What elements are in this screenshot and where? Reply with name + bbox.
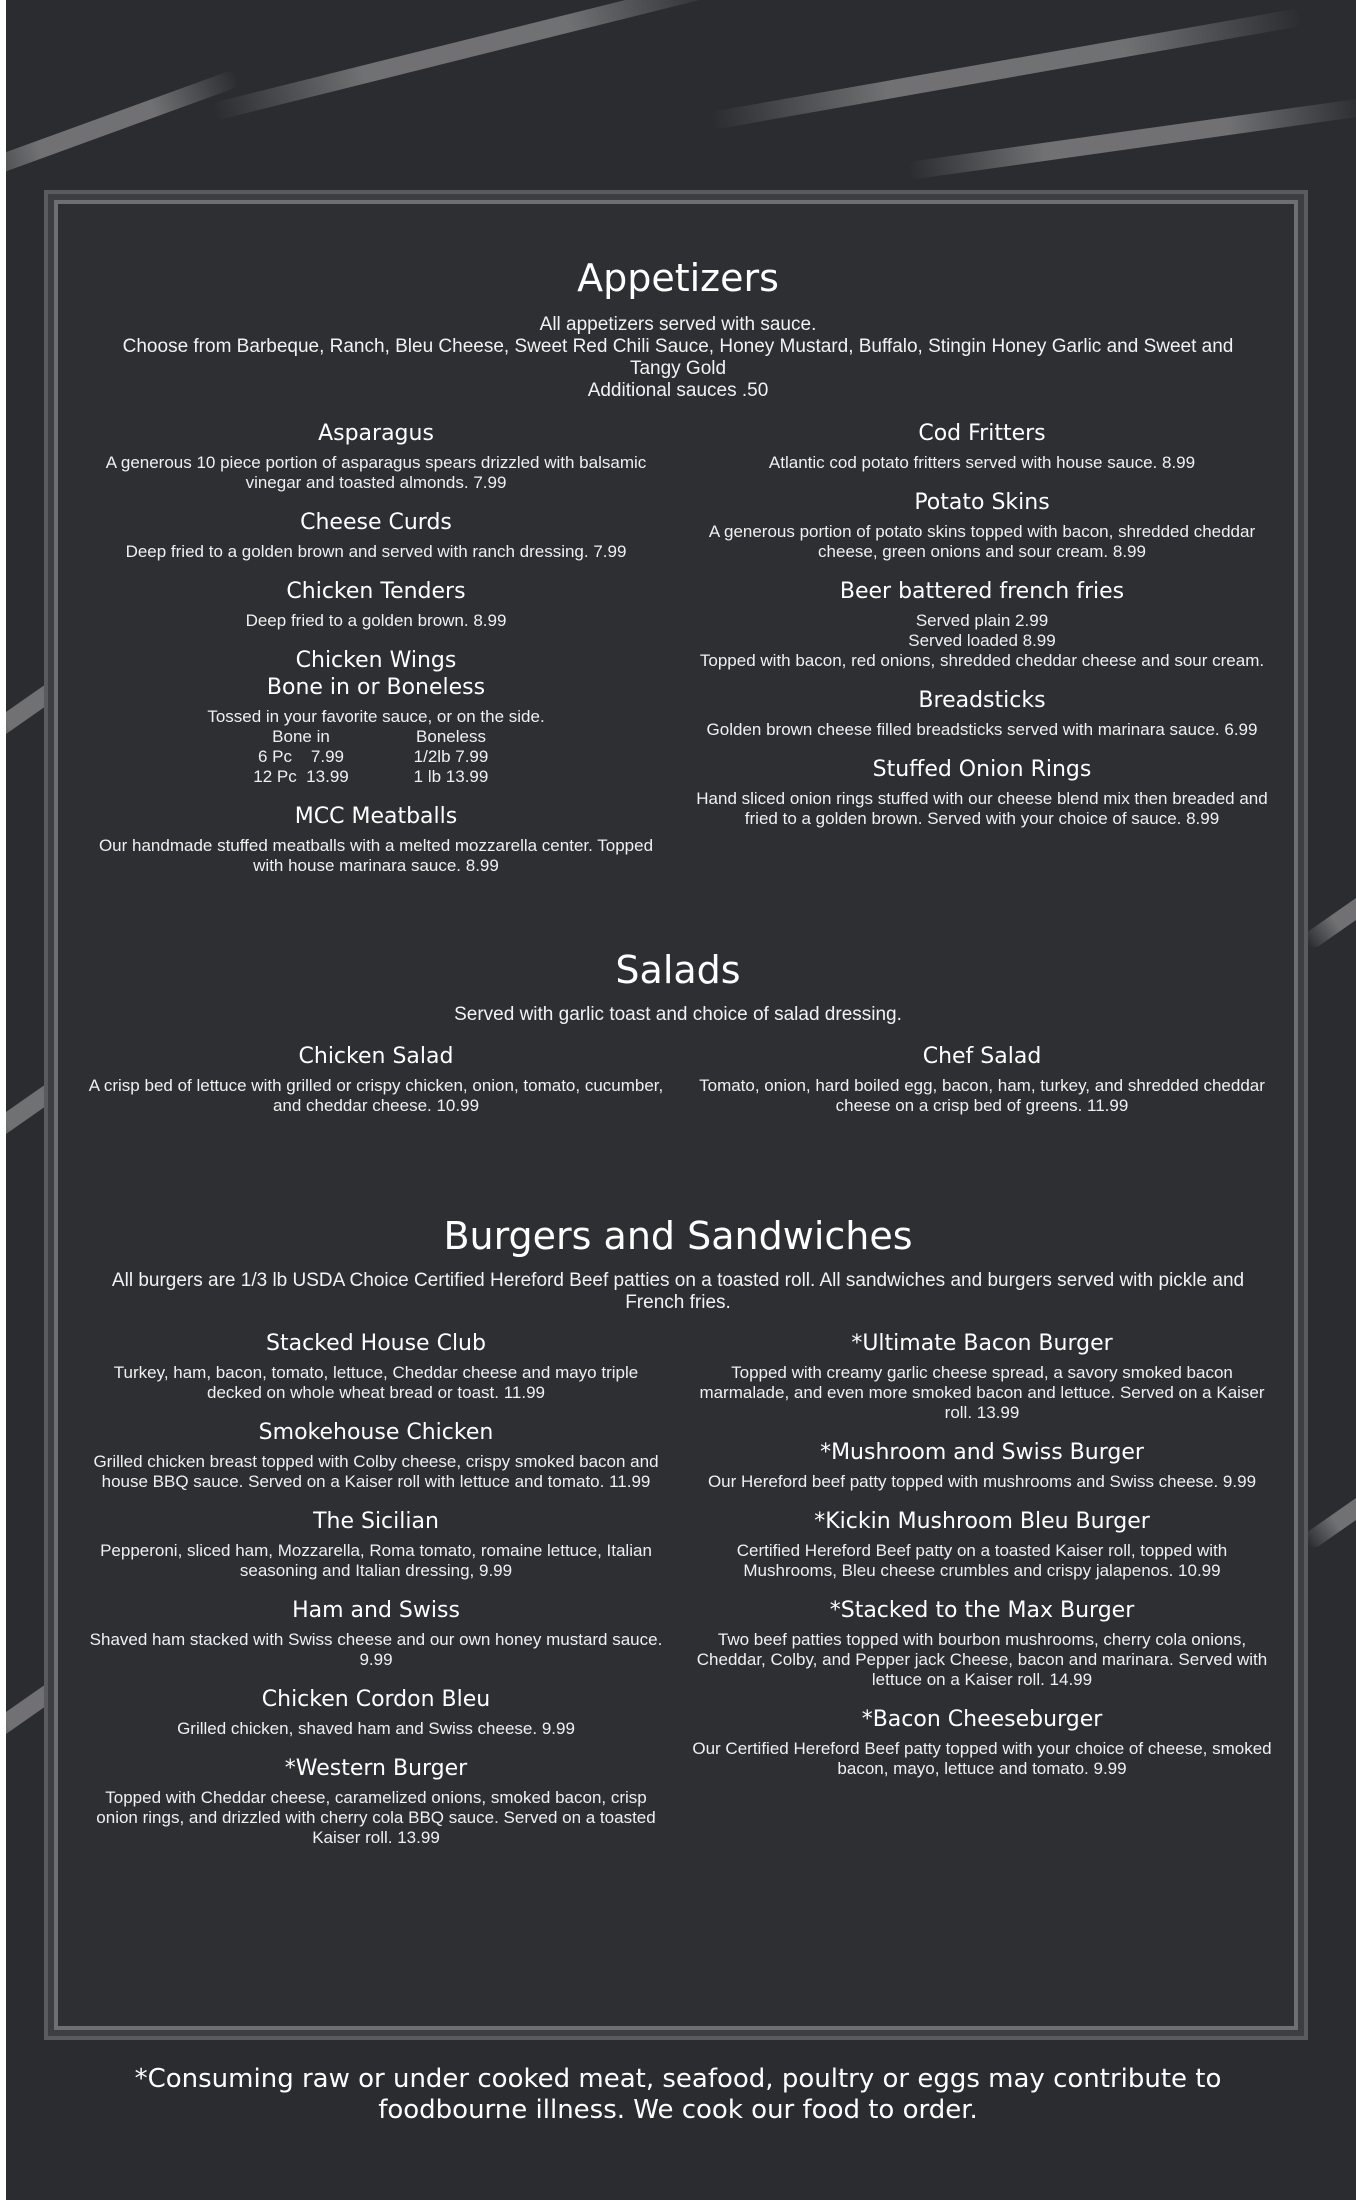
item-name: Potato Skins xyxy=(914,490,1050,515)
item-description: Topped with creamy garlic cheese spread, a savory smoked bacon marmalade, and even more smoked bacon and lettuce. Served on a Kaiser roll. 13.99 xyxy=(699,1363,1265,1422)
burgers-intro: All burgers are 1/3 lb USDA Choice Certified Hereford Beef patties on a toasted roll. All sandwiches and burgers served with pickle and French fries. xyxy=(111,1270,1245,1313)
chalk-streak-decoration xyxy=(212,0,721,121)
item-name: Smokehouse Chicken xyxy=(258,1420,494,1445)
item-name: Ham and Swiss xyxy=(292,1598,460,1623)
appetizers-intro xyxy=(110,314,1246,402)
item-name: *Ultimate Bacon Burger xyxy=(851,1331,1113,1356)
item-description: Hand sliced onion rings stuffed with our cheese blend mix then breaded and fried to a golden brown. Served with your choice of sauce. 8.99 xyxy=(696,789,1268,828)
menu-item xyxy=(86,1043,666,1116)
item-description: Our Certified Hereford Beef patty topped with your choice of cheese, smoked bacon, mayo, lettuce and tomato. 9.99 xyxy=(692,1739,1272,1778)
menu-item xyxy=(86,803,666,876)
menu-item xyxy=(692,489,1272,562)
item-name: Chicken Tenders xyxy=(286,579,466,604)
item-name: Chicken Wings xyxy=(295,648,457,673)
item-description: Grilled chicken, shaved ham and Swiss cheese. 9.99 xyxy=(177,1719,575,1738)
item-name: Asparagus xyxy=(318,421,434,446)
item-name: *Western Burger xyxy=(284,1756,468,1781)
food-safety-disclaimer: *Consuming raw or under cooked meat, seafood, poultry or eggs may contribute to foodbourne illness. We cook our food to order. xyxy=(134,2064,1222,2125)
chalk-streak-decoration xyxy=(1302,867,1356,951)
item-description: Turkey, ham, bacon, tomato, lettuce, Cheddar cheese and mayo triple decked on whole wheat bread or toast. 11.99 xyxy=(113,1363,639,1402)
item-description: Our Hereford beef patty topped with mushrooms and Swiss cheese. 9.99 xyxy=(707,1472,1257,1491)
chalk-streak-decoration xyxy=(709,8,1303,130)
item-name: Cheese Curds xyxy=(300,510,452,535)
menu-item-chicken-wings xyxy=(86,647,666,787)
menu-item xyxy=(86,1508,666,1581)
item-description: Grilled chicken breast topped with Colby cheese, crispy smoked bacon and house BBQ sauce. Served on a Kaiser roll with lettuce and tomato. 11.99 xyxy=(93,1452,659,1491)
wing-price: 12 Pc 13.99 xyxy=(253,767,349,786)
menu-item xyxy=(692,1508,1272,1581)
menu-item xyxy=(86,1330,666,1403)
salads-right-column xyxy=(692,1043,1272,1132)
item-name: *Kickin Mushroom Bleu Burger xyxy=(814,1509,1150,1534)
item-name-subtitle: Bone in or Boneless xyxy=(266,675,486,700)
menu-item xyxy=(692,1597,1272,1690)
menu-item xyxy=(692,1330,1272,1423)
item-name: Chicken Salad xyxy=(298,1044,454,1069)
chalk-streak-decoration xyxy=(907,98,1356,180)
item-description: Served loaded 8.99 xyxy=(908,631,1056,650)
item-description: Deep fried to a golden brown and served with ranch dressing. 7.99 xyxy=(125,542,627,561)
item-name: Beer battered french fries xyxy=(839,579,1125,604)
wing-price: 1 lb 13.99 xyxy=(413,767,489,786)
burgers-right-column xyxy=(692,1330,1272,1795)
chalk-streak-decoration xyxy=(6,69,240,189)
appetizers-right-column xyxy=(692,420,1272,845)
item-description: Served plain 2.99 xyxy=(915,611,1049,630)
menu-item xyxy=(86,1597,666,1670)
burgers-left-column xyxy=(86,1330,666,1864)
menu-item xyxy=(692,1706,1272,1779)
item-name: Chef Salad xyxy=(922,1044,1042,1069)
item-description: A generous 10 piece portion of asparagus spears drizzled with balsamic vinegar and toasted almonds. 7.99 xyxy=(105,453,647,492)
item-name: Breadsticks xyxy=(918,688,1046,713)
item-name: Chicken Cordon Bleu xyxy=(261,1687,491,1712)
menu-item xyxy=(86,1755,666,1848)
appetizers-intro-line: Choose from Barbeque, Ranch, Bleu Cheese, Sweet Red Chili Sauce, Honey Mustard, Buffalo, Stingin Honey Garlic and Sweet and Tangy Gold xyxy=(122,336,1234,379)
item-description: Pepperoni, sliced ham, Mozzarella, Roma tomato, romaine lettuce, Italian seasoning and Italian dressing, 9.99 xyxy=(100,1541,652,1580)
item-description: Certified Hereford Beef patty on a toasted Kaiser roll, topped with Mushrooms, Bleu cheese crumbles and crispy jalapenos. 10.99 xyxy=(736,1541,1228,1580)
salads-title: Salads xyxy=(615,948,741,992)
item-description: Topped with bacon, red onions, shredded cheddar cheese and sour cream. xyxy=(699,651,1265,670)
burgers-title: Burgers and Sandwiches xyxy=(443,1214,913,1258)
menu-item xyxy=(86,420,666,493)
wing-price: 6 Pc 7.99 xyxy=(258,747,344,766)
item-description: A generous portion of potato skins topped with bacon, shredded cheddar cheese, green onions and sour cream. 8.99 xyxy=(708,522,1256,561)
item-description: Our handmade stuffed meatballs with a melted mozzarella center. Topped with house marinara sauce. 8.99 xyxy=(98,836,654,875)
item-name: *Stacked to the Max Burger xyxy=(829,1598,1135,1623)
menu-item xyxy=(692,1439,1272,1492)
item-description: Topped with Cheddar cheese, caramelized onions, smoked bacon, crisp onion rings, and drizzled with cherry cola BBQ sauce. Served on a toasted Kaiser roll. 13.99 xyxy=(96,1788,656,1847)
salads-left-column xyxy=(86,1043,666,1132)
item-description: Shaved ham stacked with Swiss cheese and our own honey mustard sauce. 9.99 xyxy=(89,1630,663,1669)
appetizers-left-column xyxy=(86,420,666,892)
wing-price-table xyxy=(226,727,526,787)
menu-item-french-fries xyxy=(692,578,1272,671)
appetizers-intro-line: All appetizers served with sauce. xyxy=(539,314,817,335)
item-description: Tomato, onion, hard boiled egg, bacon, ham, turkey, and shredded cheddar cheese on a crisp bed of greens. 11.99 xyxy=(699,1076,1265,1115)
item-description: Deep fried to a golden brown. 8.99 xyxy=(245,611,507,630)
menu-item xyxy=(86,509,666,562)
chalk-streak-decoration xyxy=(1302,1467,1356,1551)
menu-item xyxy=(86,578,666,631)
menu-item xyxy=(692,1043,1272,1116)
menu-item xyxy=(692,687,1272,740)
menu-item xyxy=(86,1686,666,1739)
salads-intro: Served with garlic toast and choice of salad dressing. xyxy=(454,1004,902,1025)
item-name: Cod Fritters xyxy=(918,421,1046,446)
wing-header-bone-in: Bone in xyxy=(272,727,330,746)
item-name: *Bacon Cheeseburger xyxy=(861,1707,1103,1732)
wing-header-boneless: Boneless xyxy=(416,727,486,746)
item-description: Atlantic cod potato fritters served with house sauce. 8.99 xyxy=(768,453,1196,472)
item-name: *Mushroom and Swiss Burger xyxy=(820,1440,1144,1465)
item-name: The Sicilian xyxy=(313,1509,439,1534)
appetizers-intro-line: Additional sauces .50 xyxy=(587,380,769,401)
item-name: Stuffed Onion Rings xyxy=(872,757,1092,782)
menu-item xyxy=(692,420,1272,473)
wing-price: 1/2lb 7.99 xyxy=(413,747,489,766)
item-description: Tossed in your favorite sauce, or on the side. xyxy=(207,707,545,726)
item-description: Two beef patties topped with bourbon mushrooms, cherry cola onions, Cheddar, Colby, and Pepper jack Cheese, bacon and marinara. Served with lettuce on a Kaiser roll. 14.99 xyxy=(696,1630,1268,1689)
appetizers-title: Appetizers xyxy=(577,256,779,300)
item-name: MCC Meatballs xyxy=(294,804,458,829)
item-description: A crisp bed of lettuce with grilled or crispy chicken, onion, tomato, cucumber, and cheddar cheese. 10.99 xyxy=(88,1076,664,1115)
menu-item xyxy=(692,756,1272,829)
item-description: Golden brown cheese filled breadsticks served with marinara sauce. 6.99 xyxy=(706,720,1258,739)
menu-item xyxy=(86,1419,666,1492)
item-name: Stacked House Club xyxy=(266,1331,486,1356)
